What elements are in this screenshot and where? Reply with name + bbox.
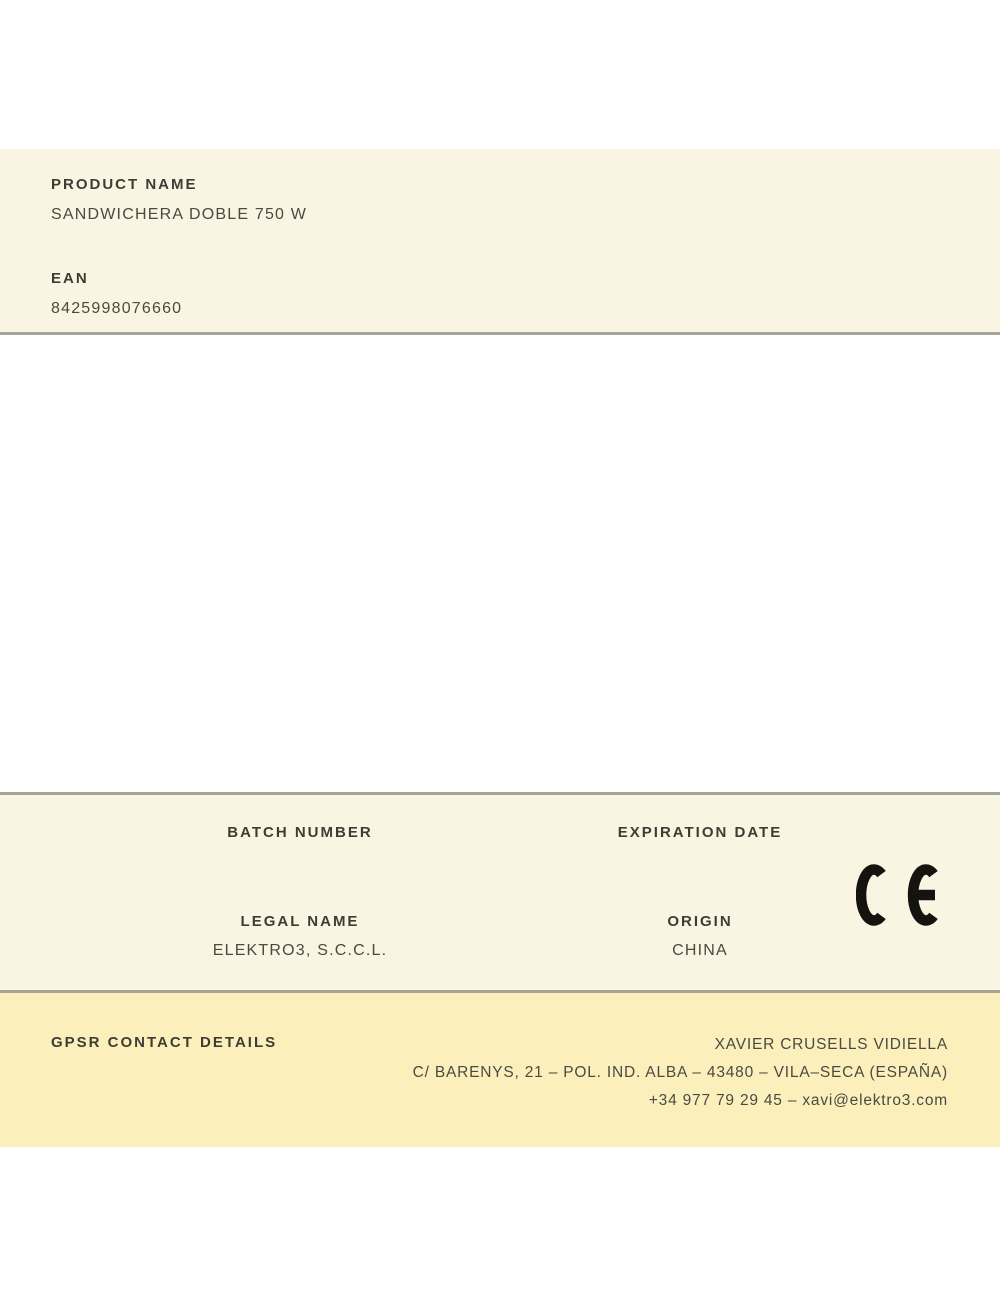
ean-value: 8425998076660 <box>51 300 183 317</box>
origin-label: ORIGIN <box>667 913 733 930</box>
origin-value: CHINA <box>672 942 728 959</box>
legal-name-block <box>100 912 500 961</box>
product-name-value: SANDWICHERA DOBLE 750 W <box>51 206 308 223</box>
contact-name: XAVIER CRUSELLS VIDIELLA <box>714 1036 948 1053</box>
legal-name-value: ELEKTRO3, S.C.C.L. <box>212 942 388 959</box>
expiration-date-value <box>500 852 900 872</box>
contact-phone-email: +34 977 79 29 45 – xavi@elektro3.com <box>648 1092 948 1109</box>
gpsr-section <box>0 993 1000 1147</box>
batch-number-value <box>100 852 500 872</box>
product-section <box>0 149 1000 335</box>
batch-section <box>0 792 1000 993</box>
ean-label: EAN <box>51 270 89 287</box>
legal-name-label: LEGAL NAME <box>240 913 360 930</box>
batch-number-block <box>100 823 500 872</box>
contact-address: C/ BARENYS, 21 – POL. IND. ALBA – 43480 – VILA–SECA (ESPAÑA) <box>412 1064 948 1081</box>
ce-mark-icon <box>856 863 946 927</box>
gpsr-label: GPSR CONTACT DETAILS <box>51 1034 278 1051</box>
expiration-date-block <box>500 823 900 872</box>
product-name-label: PRODUCT NAME <box>51 176 198 193</box>
batch-number-label: BATCH NUMBER <box>227 824 373 841</box>
origin-block <box>500 912 900 961</box>
gpsr-contact-block <box>413 1031 948 1115</box>
expiration-date-label: EXPIRATION DATE <box>617 824 783 841</box>
